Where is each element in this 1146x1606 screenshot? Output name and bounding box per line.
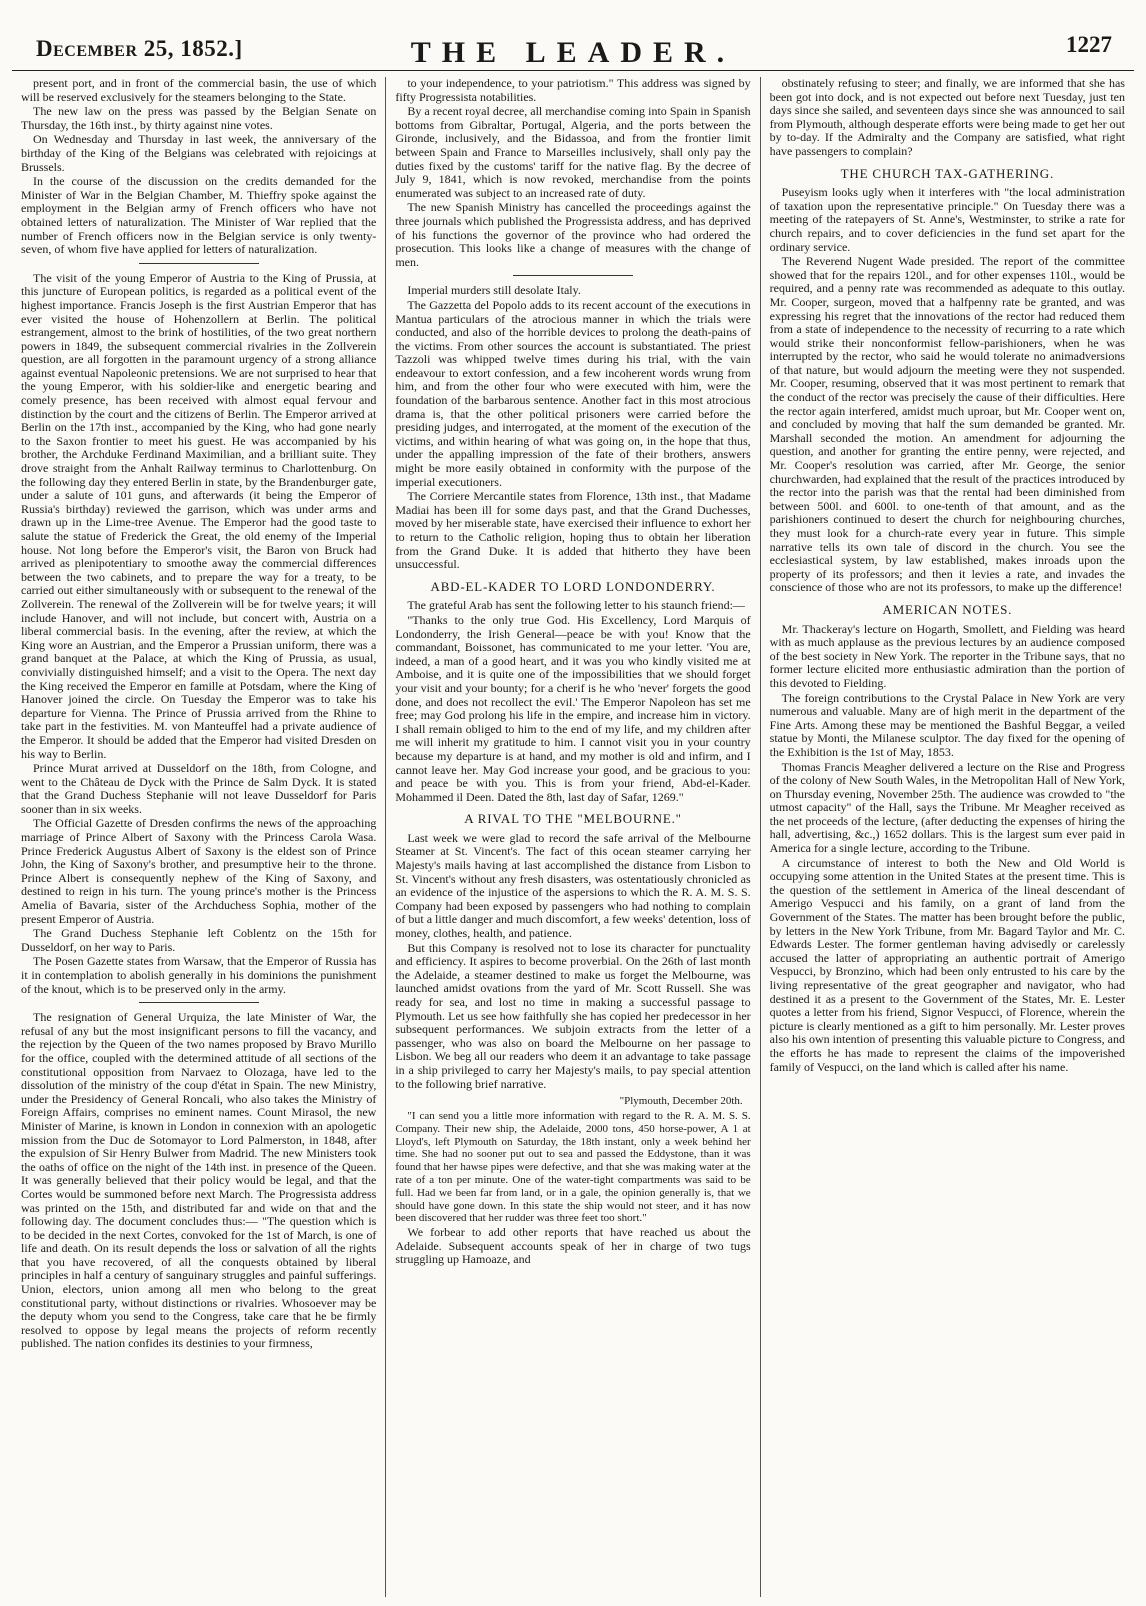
paragraph: Thomas Francis Meagher delivered a lecture on the Rise and Progress of the colony of New South Wales, in the Metropolitan Hall of New York, on Thursday evening, November 25th. The audience was crowded to "the utmost capacity" of the Hall, says the Tribune. Mr Meagher received as the net proceeds of the lecture, (after deducting the expenses of hiring the hall, advertising, &c.,) 1652 dollars. This is the largest sum ever paid in America for a single lecture, according to the Tribune. [769,759,1125,856]
newspaper-title: THE LEADER. [410,36,736,69]
paragraph: By a recent royal decree, all merchandise coming into Spain in Spanish bottoms from Gibraltar, Portugal, Algeria, and the ports between the Gironde, inclusively, and the Bidassoa, and from the frontier limit between Spain and France to Marseilles inclusively, shall only pay the duties fixed by the customs' tariff for the native flag. By the decree of July 9, 1841, which is now revoked, merchandise from the points enumerated was subject to an increased rate of duty. [395,104,751,200]
divider [513,275,633,276]
paragraph: Imperial murders still desolate Italy. [407,283,581,298]
paragraph: The Grand Duchess Stephanie left Coblentz on the 15th for Dusseldorf, on her way to Paris. [21,926,377,954]
paragraph: obstinately refusing to steer; and finally, we are informed that she has been got into dock, and is not expected out before next Tuesday, just ten days since she sailed, and seventeen days since she was announced to sail from Plymouth, although desperate efforts were being made to get her out by to-day. If the Admiralty and the Company are satisfied, what right have passengers to complain? [769,77,1125,158]
paragraph: "Thanks to the only true God. His Excellency, Lord Marquis of Londonderry, the Irish General—peace be with you! Know that the commandant, Boissonet, has communicated to me your letter. 'You are, indeed, a man of a good heart, and it was you who kindly visited me at Amboise, and it is quite one of the impossibilities that we should forget your visit and your bounty; for a cherif is he who 'never' forgets the good done, and does not recollect the evil.' The Emperor Napoleon has set me free; may God prolong his life in the empire, and increase him in victory. I shall remain obliged to him to the end of my life, and my children after me will inherit my gratitude to him. I cannot visit you in your country because my departure is at hand, and my mother is old and infirm, and I cannot leave her. May God increase your good, and be gracious to you: and peace be with you. This is from your friend, Abd-el-Kader. Mohammed il Deen. Dated the 8th, last day of Safar, 1269." [395,612,751,804]
paragraph: In the course of the discussion on the credits demanded for the Minister of War in the Belgian Chamber, M. Thieffry spoke against the employment in the Belgian army of French officers who have not obtained letters of naturalization. The Minister of War replied that the number of French officers now in the Belgian service is only twenty-seven, of whom five have applied for letters of naturalization. [21,174,377,257]
paragraph: The visit of the young Emperor of Austria to the King of Prussia, at this juncture of European politics, is regarded as a political event of the highest importance. Francis Joseph is the first Austrian Emperor that has ever visited the house of Hohenzollern at Berlin. The political estrangement, almost to the brink of hostilities, of the two great northern powers in 1849, the subsequent commercial rivalries in the Zollverein question, are all forgotten in the paramount urgency of a strong alliance against eventual Napoleonic pretensions. We are not surprised to hear that the young Emperor, with his soldier-like and energetic bearing and comely presence, has been received with almost equal fervour and distinction by the court and the citizens of Berlin. The Emperor arrived at Berlin on the 17th inst., accompanied by the King, who had gone nearly to the Saxon frontier to meet his guest. He was accompanied by his brother, the Archduke Ferdinand Maximilian, and a brilliant suite. They drove straight from the Anhalt Railway terminus to Charlottenburg. On the following day they entered Berlin in state, by the Brandenburger gate, under a salute of 101 guns, and afterwards (it being the Emperor of Russia's birthday) reviewed the garrison, which was under arms and drawn up in the Lime-tree Avenue. The Emperor had the good taste to salute the statue of Frederick the Great, the old enemy of the Imperial house. Not long before the Emperor's visit, the Baron von Bruck had arrived as plenipotentiary to smoothe away the commercial differences between the two cabinets, and to prepare the way for a treaty, to be carried out either simultaneously with or subsequent to the renewal of the Zollverein. The renewal of the Zollverein will be for twelve years; it will include Hanover, and will not include, but concert with, Austria on a liberal commercial basis. In the evening, after the review, at which the King wore an Austrian, and the Emperor a Prussian uniform, there was a grand banquet at the Palace, at which the King of Prussia, as usual, convivially distinguished himself; and a visit to the Opera. The next day the King received the Emperor en famille at Potsdam, where the King of Hanover joined the circle. On Tuesday the Emperor was to take his departure for Vienna. The Prince of Prussia arrived from the Rhine to take part in the festivities. M. von Manteuffel had a private audience of the Emperor. It should be added that the Emperor had visited Dresden on his way to Berlin. [21,270,377,761]
paragraph: The resignation of General Urquiza, the late Minister of War, the refusal of any but the most insignificant persons to fill the vacancy, and the rejection by the Queen of the two names proposed by Bravo Murillo for the office, coupled with the determined attitude of all sections of the constitutional opposition from Narvaez to Olozaga, have led to the dissolution of the ministry of the coup d'état in Spain. The new Ministry, under the Presidency of General Roncali, who also takes the Ministry of Foreign Affairs, comprises no eminent names. Count Mirasol, the new Minister of Marine, is known in London in connexion with an apologetic mission from the Duc de Sotomayor to Lord Palmerston, in 1848, after the expulsion of Sir Henry Bulwer from Madrid. The new Ministers took the oaths of office on the night of the 14th inst. in presence of the Queen. It was generally believed that their policy would be legal, and that the Cortes would be summoned before next March. The Progressista address was printed on the 15th, and distributed far and wide on that and the following day. The document concludes thus:— "The question which is to be decided in the next Cortes, convoked for the 1st of March, is one of life and death. On its result depends the loss or salvation of all the rights that you have recovered, of all the conquests obtained by liberal principles in half a century of sanguinary struggles and painful sufferings. Union, electors, union among all men who belong to the great constitutional party, without distinctions or rivalries. Whosoever may be the deputy whom you send to the Congress, take care that he be firmly resolved to oppose by legal means the projects of reform recently published. The nation confides its destinies to your firmness, [21,1010,377,1351]
paragraph: Puseyism looks ugly when it interferes with "the local administration of taxation upon the representative principle." On Tuesday there was a meeting of the ratepayers of St. Anne's, Westminster, to strike a rate for church repairs, and to cover deficiencies in the fund set apart for the ordinary service. [769,185,1125,254]
article-heading: A RIVAL TO THE "MELBOURNE." [464,811,682,827]
paragraph: The grateful Arab has sent the following letter to his staunch friend:— [407,598,745,613]
divider [139,263,259,264]
paragraph: The Gazzetta del Popolo adds to its recent account of the executions in Mantua particulars of the atrocious manner in which the trials were conducted, and also of the horrible devices to prolong the death-pains of the victims. From other sources the account is substantiated. The priest Tazzoli was whipped twelve times during his trial, with the vain endeavour to extort confession, and a few incoherent words wrung from him, and from the other four who were executed with him, were the foundation of the barbarous sentence. Another fact in this most atrocious drama is, that the other political prisoners were carried before the presiding judges, and interrogated, at the moment of the execution of the victims, and within hearing of what was going on, in the hope that thus, under the appalling impression of the fate of their brothers, answers might be more easily obtained in conformity with the purpose of the imperial executioners. [395,297,751,489]
paragraph: present port, and in front of the commercial basin, the use of which will be reserved exclusively for the steamers belonging to the State. [21,77,377,104]
masthead [12,14,1134,71]
paragraph: A circumstance of interest to both the New and Old World is occupying some attention in the United States at the present time. This is the question of the settlement in America of the lineal descendant of Amerigo Vespucci and his family, on a grant of land from the Government of the States. The matter has been brought before the public, by letters in the New York Tribune, from Mr. Bagard Taylor and Mr. C. Edwards Lester. The former gentleman having advisedly or carelessly accused the latter of appropriating an authentic portrait of Amerigo Vespucci, by Bronzino, which had been only entrusted to his care by the living representative of the great geographer and navigator, who had destined it as a present to the Government of the States, Mr. E. Lester quotes a letter from his friend, Signor Vespucci, of Florence, wherein the picture is clearly mentioned as a gift to him personally. Mr. Lester proves also his own intention of presenting this valuable picture to Congress, and the efforts he has made to represent the claims of the impoverished family of Vespucci, on the land which is called after his name. [769,855,1125,1074]
article-heading: ABD-EL-KADER TO LORD LONDONDERRY. [430,578,716,594]
paragraph: The Official Gazette of Dresden confirms the news of the approaching marriage of Prince Albert of Saxony with the Princess Carola Wasa. Prince Frederick Augustus Albert of Saxony is the eldest son of Prince John, the King of Saxony's brother, and presumptive heir to the throne. Prince Albert is consequently nephew of the King of Saxony, and destined to reign in his turn. The young prince's mother is the Princess Amelia of Bavaria, sister of the Archduchess Sophia, mother of the present Emperor of Austria. [21,816,377,926]
paragraph: Prince Murat arrived at Dusseldorf on the 18th, from Cologne, and went to the Château de Dyck with the Prince de Salm Dyck. It is stated that the Grand Duchess Stephanie will not leave Dusseldorf for Paris sooner than in six weeks. [21,761,377,816]
paragraph: The new Spanish Ministry has cancelled the proceedings against the three journals which published the Progressista address, and has deprived of his functions the governor of the province who had ordered the prosecution. This looks like a change of measures with the change of men. [395,200,751,269]
column-2 [385,77,759,1597]
article-columns [12,77,1134,1597]
paragraph: to your independence, to your patriotism." This address was signed by fifty Progressista notabilities. [395,77,751,104]
divider [139,1002,259,1003]
issue-date: December 25, 1852.] [36,36,243,61]
paragraph: Last week we were glad to record the safe arrival of the Melbourne Steamer at St. Vincent's. The fact of this ocean steamer carrying her Majesty's mails having at last accomplished the distance from Lisbon to St. Vincent's without any fresh disasters, was ostentatiously chronicled as an evidence of the injustice of the aspersions to which the R. A. M. S. S. Company had been exposed by passengers who had nothing to complain of but a little danger and much discomfort, a few weeks' detention, loss of money, clothes, health, and patience. [395,830,751,941]
paragraph: The new law on the press was passed by the Belgian Senate on Thursday, the 16th inst., by thirty against nine votes. [21,104,377,132]
paragraph: The Posen Gazette states from Warsaw, that the Emperor of Russia has it in contemplation to abolish generally in his dominions the punishment of the knout, which is to be preserved only in the army. [21,954,377,996]
paragraph: "I can send you a little more information with regard to the R. A. M. S. S. Company. Their new ship, the Adelaide, 2000 tons, 450 horse-power, A 1 at Lloyd's, left Plymouth on Saturday, the 18th instant, only a week behind her time. She had no sooner put out to sea and passed the Eddystone, than it was found that her hawse pipes were defective, and that she was making water at the rate of a ton per minute. One of the water-tight compartments was said to be full. Had we been far from land, or in a gale, the opinion generally is, that we should have gone down. In this state the ship would not steer, and it has now been discovered that her rudder was three feet too short." [395,1109,751,1225]
column-1 [12,77,385,1597]
paragraph: The Corriere Mercantile states from Florence, 13th inst., that Madame Madiai has been ill for some days past, and that the Grand Duchesses, moved by her miserable state, have exercised their influence to exhort her to return to the Catholic religion, hoping thus to obtain her liberation from the Grand Duke. It is added that hitherto they have been unsuccessful. [395,489,751,572]
paragraph: The Reverend Nugent Wade presided. The report of the committee showed that for the repairs 120l., and for other expenses 110l., would be required, and a penny rate was recommended as adequate to this outlay. Mr. Cooper, surgeon, moved that a halfpenny rate be granted, and was expressing his regret that the innovations of the rector had reduced them from a state of independence to the necessity of recurring to a rate which would strike their nonconformist fellow-parishioners, when he was interrupted by the rector, who said he would tolerate no animadversions of that nature, but would adjourn the meeting were they not suspended. Mr. Cooper, resuming, observed that it was most pertinent to remark that the conduct of the rector was precisely the cause of their difficulties. Here the rector again interfered, amidst much uproar, but Mr. Cooper went on, and concluded by moving that half the sum demanded be granted. Mr. Marshall seconded the motion. An amendment for adjourning the question, and another for granting the entire penny, were rejected, and Mr. Cooper's resolution was carried, after Mr. George, the senior churchwarden, had explained that the result of the practices introduced by the rector into the parish was that the rental had been diminished from between 500l. and 600l. to one-tenth of that amount, and as the parishioners continued to desert the church for neighbouring churches, they must look for a church-rate every year in future. This simple narrative tells its own tale of discord in the church. You see the ecclesiastical system, by law established, makes inroads upon the property of its professors; and then it levies a rate, and invades the conscience of those who are not its professors, to make up the difference! [769,254,1125,595]
letter-dateline: "Plymouth, December 20th. [619,1095,743,1108]
paragraph: We forbear to add other reports that have reached us about the Adelaide. Subsequent accounts speak of her in charge of two tugs struggling up Hamoaze, and [395,1225,751,1267]
paragraph: Mr. Thackeray's lecture on Hogarth, Smollett, and Fielding was heard with as much applause as the previous lectures by an audience composed of the best society in New York. The reporter in the Tribune says, that no former lecture elicited more enthusiastic admiration than the portion of this devoted to Fielding. [769,621,1125,690]
paragraph: On Wednesday and Thursday in last week, the anniversary of the birthday of the King of the Belgians was celebrated with rejoicings at Brussels. [21,132,377,174]
column-3 [760,77,1134,1597]
article-heading: THE CHURCH TAX-GATHERING. [840,165,1054,181]
article-heading: AMERICAN NOTES. [882,601,1013,617]
page-number: 1227 [1066,32,1112,57]
paragraph: But this Company is resolved not to lose its character for punctuality and efficiency. It aspires to become proverbial. On the 26th of last month the Adelaide, a steamer destined to make us forget the Melbourne, was launched amidst ovations from the yard of Mr. Scott Russell. She was ready for sea, and lost no time in making a successful passage to Plymouth. Let us see how faithfully she has copied her predecessor in her subsequent performances. We subjoin extracts from the letter of a passenger, who was also on board the Melbourne on her passage to Lisbon. We beg all our readers who deem it an advantage to take passage in a ship privileged to carry her Majesty's mails, to pay special attention to the following brief narrative. [395,940,751,1091]
paragraph: The foreign contributions to the Crystal Palace in New York are very numerous and valuable. Many are of high merit in the department of the Fine Arts. Among these may be mentioned the Bashful Beggar, a veiled statue by Monti, the Milanese sculptor. The day fixed for the opening of the Exhibition is the 1st of May, 1853. [769,690,1125,759]
